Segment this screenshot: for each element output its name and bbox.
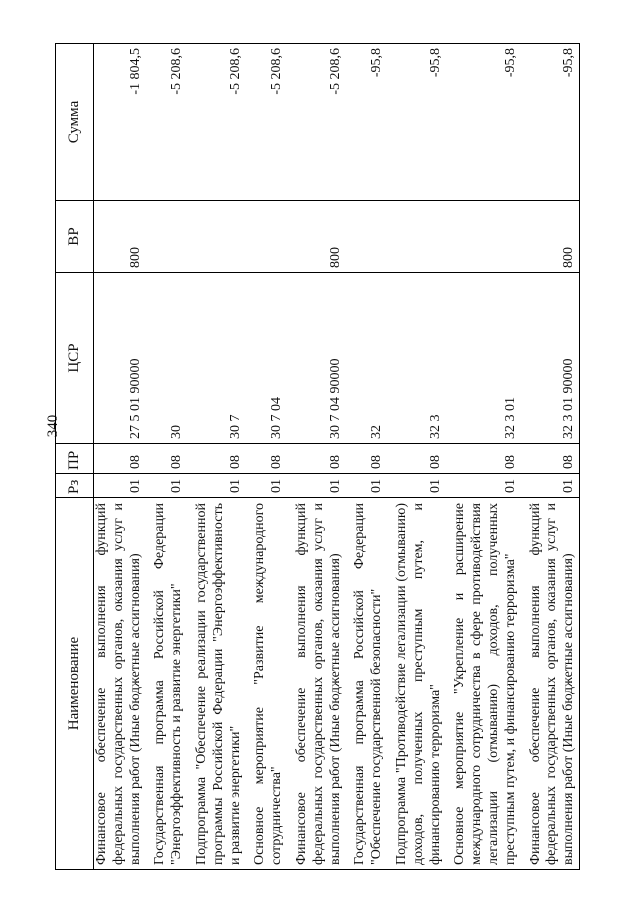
row-csr: 30 7 bbox=[194, 273, 252, 444]
page-number: 340 bbox=[45, 414, 61, 438]
row-rz: 01 bbox=[394, 474, 452, 498]
row-name: Государственная программа Российской Федерации "Энергоэффективность и развитие энергетики" bbox=[152, 498, 194, 870]
row-rz: 01 bbox=[452, 474, 527, 498]
row-pr: 08 bbox=[152, 444, 194, 474]
row-csr: 30 bbox=[152, 273, 194, 444]
row-sum: -5 208,6 bbox=[194, 44, 252, 201]
rotated-table-container bbox=[55, 44, 577, 870]
row-name: Государственная программа Российской Федерации "Обеспечение государственной безопасности" bbox=[352, 498, 394, 870]
row-sum: -1 804,5 bbox=[94, 44, 153, 201]
row-pr: 08 bbox=[252, 444, 294, 474]
row-name: Финансовое обеспечение выполнения функций федеральных государственных органов, оказания услуг и выполнения работ (Иные бюджетные ассигнования) bbox=[528, 498, 580, 870]
table-row bbox=[194, 44, 252, 870]
row-rz: 01 bbox=[194, 474, 252, 498]
table-row bbox=[394, 44, 452, 870]
row-pr: 08 bbox=[452, 444, 527, 474]
row-rz: 01 bbox=[352, 474, 394, 498]
row-sum: -95,8 bbox=[352, 44, 394, 201]
row-vr: 800 bbox=[528, 201, 580, 273]
row-pr: 08 bbox=[194, 444, 252, 474]
row-vr bbox=[152, 201, 194, 273]
row-csr: 32 3 01 bbox=[452, 273, 527, 444]
row-pr: 08 bbox=[352, 444, 394, 474]
row-name: Подпрограмма "Обеспечение реализации государственной программы Российской Федерации "Энергоэффективность и развитие энергетики" bbox=[194, 498, 252, 870]
table-row bbox=[252, 44, 294, 870]
row-sum: -5 208,6 bbox=[294, 44, 352, 201]
row-csr: 32 3 bbox=[394, 273, 452, 444]
row-pr: 08 bbox=[528, 444, 580, 474]
row-sum: -95,8 bbox=[528, 44, 580, 201]
table-row bbox=[452, 44, 527, 870]
row-vr bbox=[452, 201, 527, 273]
row-pr: 08 bbox=[294, 444, 352, 474]
row-vr bbox=[394, 201, 452, 273]
row-rz: 01 bbox=[294, 474, 352, 498]
header-pr: ПР bbox=[56, 444, 94, 474]
row-csr: 30 7 04 90000 bbox=[294, 273, 352, 444]
row-vr bbox=[352, 201, 394, 273]
row-csr: 30 7 04 bbox=[252, 273, 294, 444]
header-name: Наименование bbox=[56, 498, 94, 870]
table-row bbox=[352, 44, 394, 870]
table-row bbox=[528, 44, 580, 870]
row-vr: 800 bbox=[94, 201, 153, 273]
row-vr: 800 bbox=[294, 201, 352, 273]
row-sum: -95,8 bbox=[394, 44, 452, 201]
row-sum: -5 208,6 bbox=[252, 44, 294, 201]
row-name: Основное мероприятие "Развитие международного сотрудничества" bbox=[252, 498, 294, 870]
row-csr: 32 bbox=[352, 273, 394, 444]
row-rz: 01 bbox=[528, 474, 580, 498]
row-rz: 01 bbox=[252, 474, 294, 498]
row-csr: 27 5 01 90000 bbox=[94, 273, 153, 444]
row-csr: 32 3 01 90000 bbox=[528, 273, 580, 444]
row-vr bbox=[252, 201, 294, 273]
table-header-row bbox=[56, 44, 94, 870]
header-csr: ЦСР bbox=[56, 273, 94, 444]
header-rz: Рз bbox=[56, 474, 94, 498]
row-rz: 01 bbox=[152, 474, 194, 498]
row-name: Финансовое обеспечение выполнения функций федеральных государственных органов, оказания услуг и выполнения работ (Иные бюджетные ассигнования) bbox=[294, 498, 352, 870]
budget-table bbox=[55, 43, 580, 870]
row-name: Подпрограмма "Противодействие легализации (отмыванию) доходов, полученных преступным путем, и финансированию терроризма" bbox=[394, 498, 452, 870]
row-pr: 08 bbox=[94, 444, 153, 474]
row-name: Финансовое обеспечение выполнения функций федеральных государственных органов, оказания услуг и выполнения работ (Иные бюджетные ассигнования) bbox=[94, 498, 153, 870]
table-row bbox=[152, 44, 194, 870]
header-vr: ВР bbox=[56, 201, 94, 273]
table-row bbox=[94, 44, 153, 870]
row-sum: -5 208,6 bbox=[152, 44, 194, 201]
row-sum: -95,8 bbox=[452, 44, 527, 201]
table-row bbox=[294, 44, 352, 870]
row-vr bbox=[194, 201, 252, 273]
row-name: Основное мероприятие "Укрепление и расширение международного сотрудничества в сфере противодействия легализации (отмыванию) доходов, полученных преступным путем, и финансированию терроризма" bbox=[452, 498, 527, 870]
row-rz: 01 bbox=[94, 474, 153, 498]
row-pr: 08 bbox=[394, 444, 452, 474]
header-sum: Сумма bbox=[56, 44, 94, 201]
